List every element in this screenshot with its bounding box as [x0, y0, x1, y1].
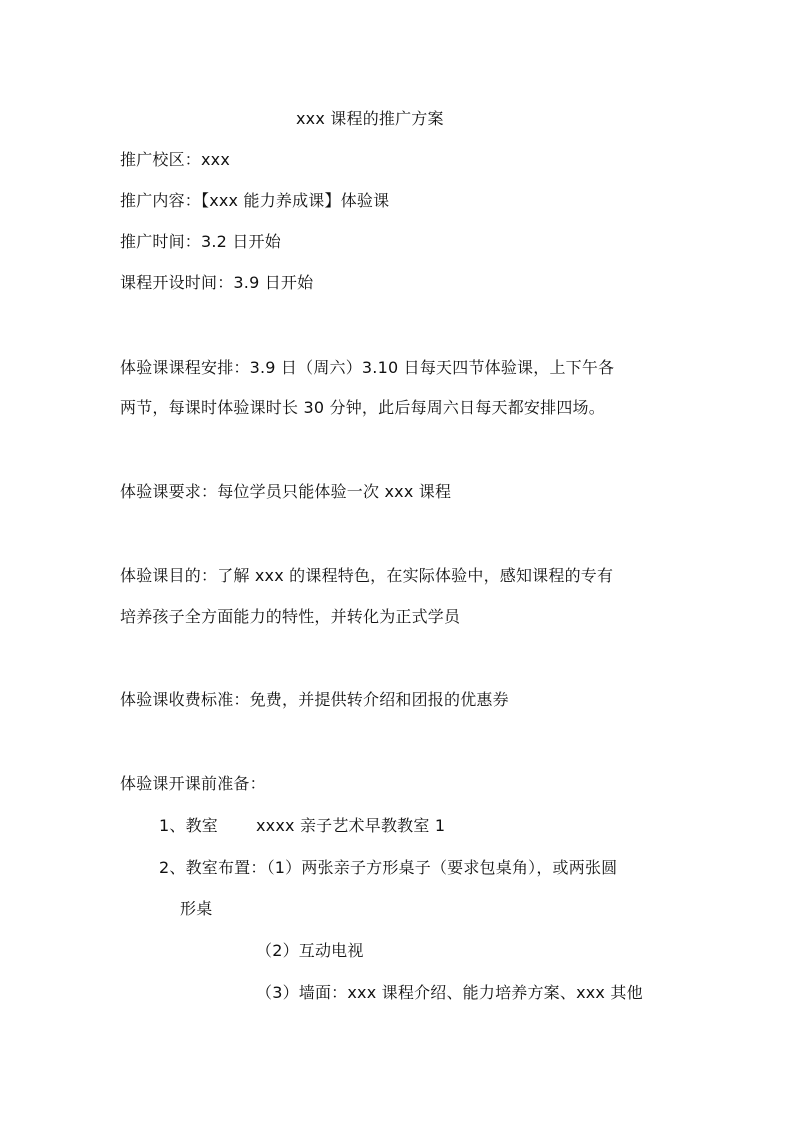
- prep-item-2-sub-3: （3）墙面：xxx 课程介绍、能力培养方案、xxx 其他: [256, 983, 643, 1002]
- fee-line: 体验课收费标准：免费，并提供转介绍和团报的优惠券: [120, 690, 509, 709]
- schedule-line-2: 两节，每课时体验课时长 30 分钟，此后每周六日每天都安排四场。: [120, 398, 605, 417]
- prep-item-2-line-2: 形桌: [180, 899, 213, 918]
- prep-item-2-sub-2: （2）互动电视: [256, 941, 364, 960]
- document-title: xxx 课程的推广方案: [296, 109, 444, 128]
- prep-item-1: [159, 815, 445, 837]
- campus-line: 推广校区：xxx: [120, 150, 231, 169]
- purpose-line-2: 培养孩子全方面能力的特性，并转化为正式学员: [120, 607, 461, 626]
- prep-item-1-value: xxxx 亲子艺术早教教室 1: [255, 816, 446, 835]
- promo-time-line: 推广时间：3.2 日开始: [120, 232, 281, 251]
- schedule-line-1: 体验课课程安排：3.9 日（周六）3.10 日每天四节体验课，上下午各: [120, 358, 615, 377]
- prep-heading: 体验课开课前准备：: [120, 774, 266, 793]
- content-line: 推广内容：【xxx 能力养成课】体验课: [120, 191, 390, 210]
- course-time-line: 课程开设时间：3.9 日开始: [120, 273, 314, 292]
- prep-item-1-label: 1、教室: [159, 816, 218, 835]
- prep-item-2-line-1: 2、教室布置：（1）两张亲子方形桌子（要求包桌角），或两张圆: [159, 858, 618, 877]
- purpose-line-1: 体验课目的：了解 xxx 的课程特色，在实际体验中，感知课程的专有: [120, 566, 614, 585]
- requirement-line: 体验课要求：每位学员只能体验一次 xxx 课程: [120, 482, 452, 501]
